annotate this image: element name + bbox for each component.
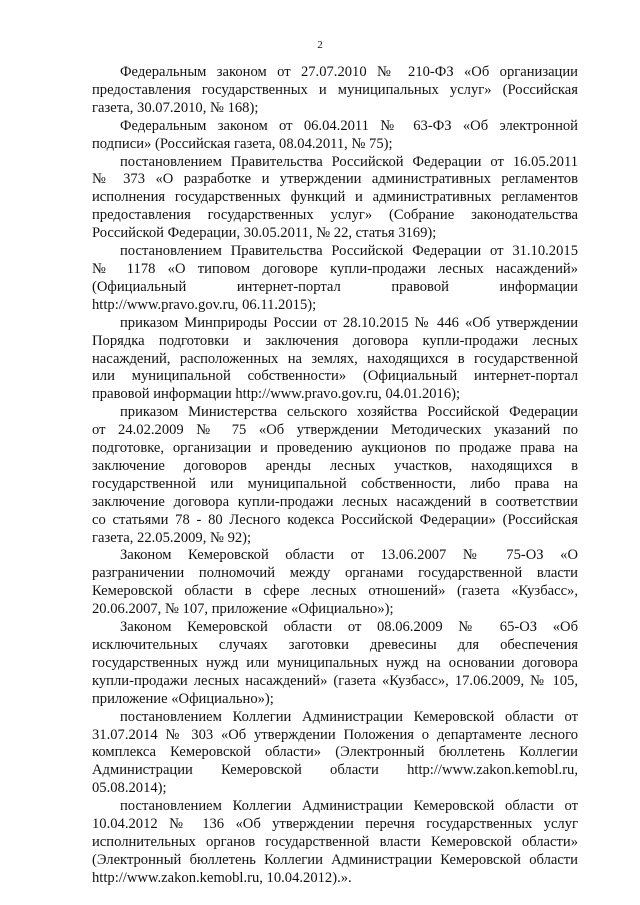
document-body [92, 64, 578, 888]
text-line: государственных нужд или муниципальных нужд на основании договора [92, 654, 578, 671]
text-line: заключение договора купли-продажи лесных насаждений в соответствии [92, 493, 578, 510]
text-line: предоставления государственных услуг» (Собрание законодательства [92, 207, 578, 224]
text-line: Порядка подготовки и заключения договора купли-продажи лесных [92, 332, 578, 349]
text-line: предоставления государственных и муниципальных услуг» (Российская [92, 81, 578, 98]
text-line: постановлением Коллегии Администрации Кемеровской области от [120, 798, 578, 815]
paragraph [92, 798, 578, 888]
paragraph [92, 404, 578, 547]
paragraph [92, 709, 578, 799]
text-line: газета, 30.07.2010, № 168); [92, 99, 259, 116]
text-line: № 373 «О разработке и утверждении административных регламентов [92, 171, 578, 188]
text-line: насаждений, расположенных на землях, находящихся в государственной [92, 350, 578, 367]
text-line: исключительных случаях заготовки древесины для обеспечения [92, 637, 578, 653]
text-line: № 1178 «О типовом договоре купли-продажи лесных насаждений» [92, 260, 578, 277]
text-line: 31.07.2014 № 303 «Об утверждении Положения о департаменте лесного [92, 726, 578, 743]
text-line: подготовке, организации и проведению аукционов по продаже права на [92, 440, 578, 457]
text-line: 20.06.2007, № 107, приложение «Официально»); [92, 601, 394, 618]
paragraph [92, 619, 578, 709]
text-line: правовой информации http://www.pravo.gov.ru, 04.01.2016); [92, 386, 461, 403]
text-line: постановлением Коллегии Администрации Кемеровской области от [120, 708, 578, 725]
text-line: Федеральным законом от 06.04.2011 № 63-ФЗ «Об электронной [120, 117, 578, 134]
paragraph [92, 118, 578, 154]
text-line: Администрации Кемеровской области http://www.zakon.kemobl.ru, [92, 762, 578, 779]
text-line: приложение «Официально»); [92, 690, 274, 707]
text-line: http://www.zakon.kemobl.ru, 10.04.2012).». [92, 869, 352, 886]
text-line: приказом Минприроды России от 28.10.2015 № 446 «Об утверждении [120, 314, 578, 331]
paragraph [92, 154, 578, 244]
text-line: исполнительных органов государственной власти Кемеровской области» [92, 833, 578, 850]
text-line: заключение договоров аренды лесных участков, находящихся в [92, 457, 578, 474]
text-line: от 24.02.2009 № 75 «Об утверждении Методических указаний по [92, 422, 578, 439]
text-line: разграничении полномочий между органами государственной власти [92, 565, 578, 582]
text-line: приказом Министерства сельского хозяйства Российской Федерации [120, 404, 578, 421]
text-line: подписи» (Российская газета, 08.04.2011, № 75); [92, 135, 393, 152]
paragraph [92, 315, 578, 405]
text-line: (Электронный бюллетень Коллегии Администрации Кемеровской области [92, 851, 578, 868]
text-line: газета, 22.05.2009, № 92); [92, 529, 252, 546]
text-line: комплекса Кемеровской области» (Электронный бюллетень Коллегии [92, 744, 578, 761]
text-line: (Официальный интернет-портал правовой информации [92, 278, 578, 295]
text-line: Кемеровской области в сфере лесных отношений» (газета «Кузбасс», [92, 583, 578, 600]
text-line: 05.08.2014); [92, 780, 167, 797]
paragraph [92, 243, 578, 315]
text-line: государственной или муниципальной собственности, либо права на [92, 475, 578, 492]
text-line: Российской Федерации, 30.05.2011, № 22, статья 3169); [92, 225, 437, 242]
paragraph [92, 547, 578, 619]
text-line: http://www.pravo.gov.ru, 06.11.2015); [92, 296, 317, 313]
text-line: Федеральным законом от 27.07.2010 № 210-ФЗ «Об организации [120, 64, 578, 80]
page-number: 2 [317, 39, 323, 51]
text-line: постановлением Правительства Российской Федерации от 16.05.2011 [120, 153, 578, 170]
text-line: 10.04.2012 № 136 «Об утверждении перечня государственных услуг [92, 816, 578, 833]
text-line: купли-продажи лесных насаждений» (газета «Кузбасс», 17.06.2009, № 105, [92, 672, 578, 689]
text-line: или муниципальной собственности» (Официальный интернет-портал [92, 368, 578, 385]
text-line: Законом Кемеровской области от 08.06.2009 № 65-ОЗ «Об [120, 619, 578, 636]
text-line: исполнения государственных функций и административных регламентов [92, 189, 578, 206]
paragraph [92, 64, 578, 118]
text-line: со статьями 78 - 80 Лесного кодекса Российской Федерации» (Российская [92, 511, 578, 528]
text-line: Законом Кемеровской области от 13.06.2007 № 75-ОЗ «О [120, 547, 578, 564]
text-line: постановлением Правительства Российской Федерации от 31.10.2015 [120, 243, 578, 260]
